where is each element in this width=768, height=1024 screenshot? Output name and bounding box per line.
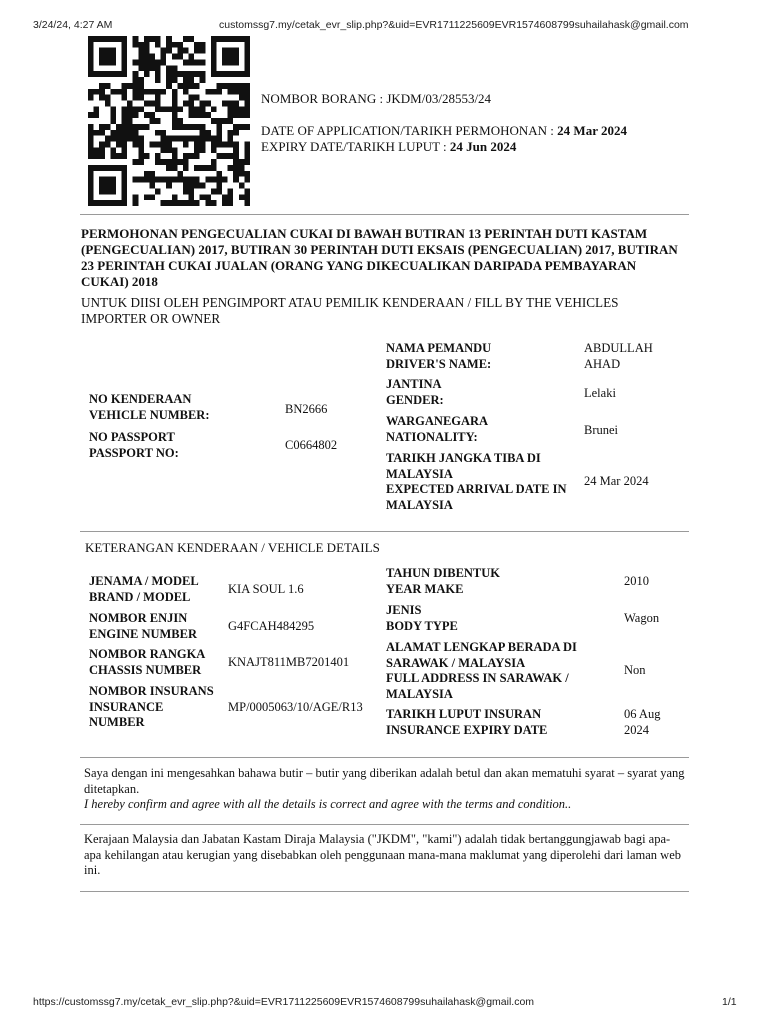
form-title: PERMOHONAN PENGECUALIAN CUKAI DI BAWAH BUTIRAN 13 PERINTAH DUTI KASTAM (PENGECUALIAN) 2017, BUTIRAN 30 PERINTAH DUTI EKSAIS (PENGECUALIAN) 2017, BUTIRAN 23 PERINTAH CUKAI JUALAN (ORANG YANG DIKECUALIKAN DARIPADA PEMBAYARAN CUKAI) 2018 [81,226,678,289]
form-number: NOMBOR BORANG : JKDM/03/28553/24 [261,91,492,106]
expiry-date [261,139,516,155]
driver-name-value: ABDULLAH AHAD [584,341,653,371]
passport-label: NO PASSPORT PASSPORT NO: [89,430,179,460]
year-label: TAHUN DIBENTUK YEAR MAKE [386,566,501,596]
confirmation-ms: Saya dengan ini mengesahkan bahawa butir – butir yang diberikan adalah betul dan akan mematuhi syarat – syarat yang ditetapkan. [84,766,685,796]
arrival-date-value: 24 Mar 2024 [584,474,649,488]
print-page-title: customssg7.my/cetak_evr_slip.php?&uid=EVR1711225609EVR1574608799suhailahask@gmail.com [219,19,689,31]
vehicle-section-title: KETERANGAN KENDERAAN / VEHICLE DETAILS [85,540,380,555]
insurance-expiry-value: 06 Aug 2024 [624,707,661,737]
divider [80,891,689,892]
form-subtitle: UNTUK DIISI OLEH PENGIMPORT ATAU PEMILIK KENDERAAN / FILL BY THE VEHICLES IMPORTER OR OWNER [81,295,619,326]
chassis-value: KNAJT811MB7201401 [228,655,350,669]
brand-value: KIA SOUL 1.6 [228,582,304,596]
expiry-date-value: 24 Jun 2024 [449,139,517,154]
qr-code [88,36,250,206]
divider [80,757,689,758]
confirmation-text [84,766,686,813]
chassis-label: NOMBOR RANGKA CHASSIS NUMBER [89,647,206,677]
gender-value: Lelaki [584,386,616,400]
print-datetime: 3/24/24, 4:27 AM [33,19,113,31]
application-date-label: DATE OF APPLICATION/TARIKH PERMOHONAN : [261,123,558,138]
expiry-date-label: EXPIRY DATE/TARIKH LUPUT : [261,139,450,154]
address-label: ALAMAT LENGKAP BERADA DI SARAWAK / MALAYSIA FULL ADDRESS IN SARAWAK / MALAYSIA [386,640,577,701]
divider [80,214,689,215]
print-page-number: 1/1 [722,996,737,1008]
arrival-date-label: TARIKH JANGKA TIBA DI MALAYSIA EXPECTED ARRIVAL DATE IN MALAYSIA [386,451,567,512]
year-value: 2010 [624,574,649,588]
nationality-label: WARGANEGARA NATIONALITY: [386,414,489,444]
engine-label: NOMBOR ENJIN ENGINE NUMBER [89,611,197,641]
brand-label: JENAMA / MODEL BRAND / MODEL [89,574,199,604]
passport-value: C0664802 [285,438,338,452]
engine-value: G4FCAH484295 [228,619,315,633]
confirmation-en: I hereby confirm and agree with all the details is correct and agree with the terms and condition.. [84,797,572,811]
application-date [261,123,627,139]
divider [80,824,689,825]
divider [80,531,689,532]
insurance-expiry-label: TARIKH LUPUT INSURAN INSURANCE EXPIRY DATE [386,707,548,737]
insurance-label: NOMBOR INSURANS INSURANCE NUMBER [89,684,214,729]
print-footer-url: https://customssg7.my/cetak_evr_slip.php?&uid=EVR1711225609EVR1574608799suhailahask@gmail.com [33,996,535,1008]
insurance-value: MP/0005063/10/AGE/R13 [228,700,363,714]
driver-name-label: NAMA PEMANDU DRIVER'S NAME: [386,341,492,371]
body-type-label: JENIS BODY TYPE [386,603,458,633]
nationality-value: Brunei [584,423,619,437]
gender-label: JANTINA GENDER: [386,377,444,407]
disclaimer: Kerajaan Malaysia dan Jabatan Kastam Diraja Malaysia ("JKDM", "kami") adalah tidak bertanggungjawab bagi apa-apa kehilangan atau kerugian yang disebabkan oleh penggunaan mana-mana maklumat yang diperolehi dari laman web ini. [84,832,681,877]
vehicle-number-value: BN2666 [285,402,328,416]
address-value: Non [624,663,646,677]
body-type-value: Wagon [624,611,660,625]
vehicle-number-label: NO KENDERAAN VEHICLE NUMBER: [89,392,210,422]
application-date-value: 24 Mar 2024 [557,123,627,138]
